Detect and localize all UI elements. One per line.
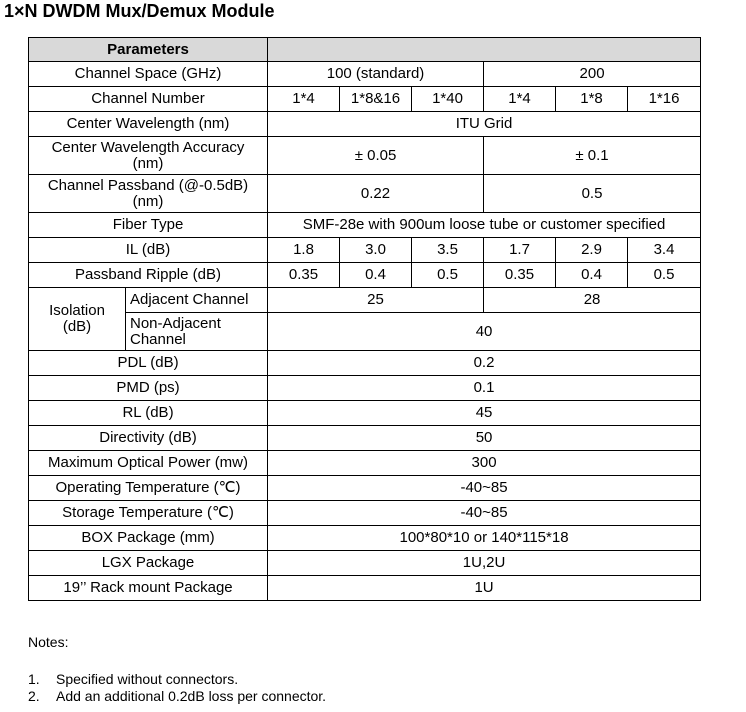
table-row <box>29 576 701 601</box>
cell-value: 50 <box>268 426 701 451</box>
cell-value: 25 <box>268 288 484 313</box>
table-row <box>29 238 701 263</box>
cell-value: 1*16 <box>628 87 701 112</box>
row-label: Maximum Optical Power (mw) <box>29 451 268 476</box>
table-row <box>29 426 701 451</box>
table-row <box>29 62 701 87</box>
table-row <box>29 401 701 426</box>
row-label-line: Channel <box>130 330 186 348</box>
cell-value: 40 <box>268 313 701 351</box>
table-row <box>29 551 701 576</box>
cell-value: 0.4 <box>340 263 412 288</box>
row-label-line: (dB) <box>62 318 92 335</box>
row-label-line: (nm) <box>132 154 164 172</box>
table-row <box>29 288 701 313</box>
table-row <box>29 313 701 351</box>
cell-value: 100 (standard) <box>268 62 484 87</box>
cell-value: 28 <box>484 288 701 313</box>
table-header-row <box>29 38 701 62</box>
row-label: BOX Package (mm) <box>29 526 268 551</box>
row-label-line: Non-Adjacent <box>130 314 221 332</box>
cell-value: 45 <box>268 401 701 426</box>
spec-table <box>28 37 701 601</box>
cell-value: 0.1 <box>268 376 701 401</box>
table-row <box>29 526 701 551</box>
row-label: Channel Number <box>29 87 268 112</box>
row-label <box>29 175 268 213</box>
cell-value: 0.2 <box>268 351 701 376</box>
note-item <box>28 671 326 688</box>
cell-value: 0.35 <box>268 263 340 288</box>
cell-value: 2.9 <box>556 238 628 263</box>
note-item <box>28 688 326 705</box>
row-label: PDL (dB) <box>29 351 268 376</box>
cell-value: -40~85 <box>268 501 701 526</box>
page-title: 1×N DWDM Mux/Demux Module <box>4 1 275 21</box>
row-label: Passband Ripple (dB) <box>29 263 268 288</box>
cell-value: ± 0.1 <box>484 137 701 175</box>
row-label-line: (nm) <box>132 192 164 210</box>
table-row <box>29 351 701 376</box>
row-label <box>29 137 268 175</box>
cell-value: 1*8&16 <box>340 87 412 112</box>
row-label-line: Center Wavelength Accuracy <box>51 138 245 156</box>
notes-heading: Notes: <box>28 634 69 650</box>
cell-value: 1*8 <box>556 87 628 112</box>
row-label: Storage Temperature (℃) <box>29 501 268 526</box>
row-label: Fiber Type <box>29 213 268 238</box>
note-number: 1. <box>28 671 40 687</box>
cell-value: 200 <box>484 62 701 87</box>
cell-value: 1U <box>268 576 701 601</box>
cell-value: 0.5 <box>412 263 484 288</box>
cell-value: 100*80*10 or 140*115*18 <box>268 526 701 551</box>
table-row <box>29 376 701 401</box>
row-label: Channel Space (GHz) <box>29 62 268 87</box>
header-parameters: Parameters <box>29 38 268 62</box>
cell-value: 1*4 <box>268 87 340 112</box>
notes-list <box>28 671 326 705</box>
row-label: LGX Package <box>29 551 268 576</box>
cell-value: 0.5 <box>628 263 701 288</box>
cell-value: 3.5 <box>412 238 484 263</box>
cell-value: 300 <box>268 451 701 476</box>
row-label-line: Channel Passband (@-0.5dB) <box>47 176 249 194</box>
note-text: Add an additional 0.2dB loss per connector. <box>56 688 327 704</box>
table-row <box>29 87 701 112</box>
cell-value: 0.5 <box>484 175 701 213</box>
table-row <box>29 137 701 175</box>
cell-value: 0.35 <box>484 263 556 288</box>
row-label: 19’’ Rack mount Package <box>29 576 268 601</box>
cell-value: SMF-28e with 900um loose tube or customer specified <box>268 213 701 238</box>
table-row <box>29 175 701 213</box>
row-label: Adjacent Channel <box>126 288 268 313</box>
cell-value: 1*40 <box>412 87 484 112</box>
cell-value: 1U,2U <box>268 551 701 576</box>
table-row <box>29 451 701 476</box>
row-label: Operating Temperature (℃) <box>29 476 268 501</box>
row-label <box>126 313 268 351</box>
table-row <box>29 476 701 501</box>
cell-value: 3.4 <box>628 238 701 263</box>
cell-value: 3.0 <box>340 238 412 263</box>
header-blank <box>268 38 701 62</box>
row-label: RL (dB) <box>29 401 268 426</box>
note-number: 2. <box>28 688 40 704</box>
cell-value: 0.22 <box>268 175 484 213</box>
row-label: PMD (ps) <box>29 376 268 401</box>
table-row <box>29 213 701 238</box>
table-row <box>29 263 701 288</box>
cell-value: ± 0.05 <box>268 137 484 175</box>
cell-value: ITU Grid <box>268 112 701 137</box>
row-label: IL (dB) <box>29 238 268 263</box>
cell-value: 1*4 <box>484 87 556 112</box>
isolation-label <box>29 288 126 351</box>
row-label-line: Isolation <box>49 302 105 319</box>
table-row <box>29 112 701 137</box>
cell-value: -40~85 <box>268 476 701 501</box>
row-label: Center Wavelength (nm) <box>29 112 268 137</box>
row-label: Directivity (dB) <box>29 426 268 451</box>
note-text: Specified without connectors. <box>56 671 239 687</box>
cell-value: 0.4 <box>556 263 628 288</box>
cell-value: 1.8 <box>268 238 340 263</box>
cell-value: 1.7 <box>484 238 556 263</box>
table-row <box>29 501 701 526</box>
